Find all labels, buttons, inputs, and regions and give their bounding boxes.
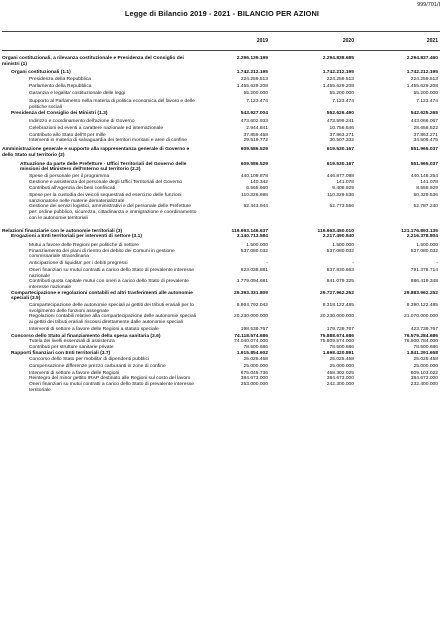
table-row [2,147,440,158]
table-row [2,56,440,67]
row-label: Amministrazione generale e supporto alla rappresentanza generale di Governo e dello Stato sul territorio (2) [2,147,190,158]
row-value-2021: 76.500.784.000 [404,339,438,345]
table-row [2,84,440,90]
row-value-2020: 1.742.212.195 [322,70,354,76]
row-label: Reintegro del minor gettito IRAP destinato alle Regioni sul costo del lavoro [29,376,191,382]
table-row [2,351,440,357]
row-value-2021: - [436,261,438,267]
row-value-2020: 30.507.332 [329,138,354,144]
row-label: Compartecipazione delle autonomie speciali ai gettiti dei tributi erariali per lo svolgimento delle funzioni assegnate [29,303,194,314]
table-row [2,186,440,192]
row-label: Regolazioni contabili relative alla compartecipazione delle autonomie speciali ai gettiti dei tributi erariali riscossi direttamente dalle autonomie speciali [29,314,196,326]
row-label: Erogazioni a Enti territoriali per interventi di settore (3.1) [11,234,142,240]
table-row [2,261,440,267]
budget-table [2,31,440,394]
row-label: Tutela dei livelli essenziali di assistenza [29,339,115,345]
row-value-2020: 473.599.241 [326,119,354,125]
row-value-2020: 8.318.122.485 [322,303,354,309]
row-label: Supporto al Parlamento nella materia di politica economica del lavoro e delle politiche sociali [29,99,195,110]
row-label: Compensazione differenze prezzo carburanti in zone di confine [29,364,166,370]
row-value-2021: 609.103.022 [410,370,438,376]
row-value-2021: 2.216.378.804 [406,234,438,240]
table-row [2,314,440,325]
row-value-2021: 886.419.348 [410,279,438,285]
row-value-2021: 29.883.962.252 [404,290,438,296]
table-row [2,111,440,117]
row-value-2019: 198.539.767 [240,326,268,332]
row-label: Presidenza del Consiglio dei Ministri (1.3) [11,110,108,116]
row-label: Rapporti finanziari con Enti territoriali (3.7) [11,350,111,356]
row-value-2019: 2.296.139.199 [236,56,268,61]
row-value-2021: 25.025.458 [413,357,438,363]
table-row [2,303,440,314]
row-value-2021: 224.259.513 [410,77,438,83]
row-value-2019: 224.259.513 [240,77,268,83]
row-value-2021: 34.506.475 [413,138,438,144]
row-value-2020: 20.230.000.000 [320,314,354,320]
row-value-2020: 55.200.000 [329,90,354,96]
table-row [2,357,440,363]
row-label: Anticipazione di liquidita' per i debiti pregressi [29,261,128,267]
row-value-2020: 1.698.420.891 [322,350,354,356]
row-value-2020: 2.294.838.685 [322,56,354,61]
row-value-2020: 552.626.490 [326,110,354,116]
row-label: Interventi di settore a favore delle Regioni [29,370,120,376]
row-value-2019: 253.000.000 [240,382,268,388]
row-value-2019: 29.519.772 [243,138,268,144]
row-value-2019: 8.964.792.042 [236,303,268,309]
document-id: 999/701/I [417,2,440,8]
row-label: Contributi per strutture sanitarie private [29,344,114,350]
table-row [2,234,440,240]
row-value-2021: 28.658.522 [413,126,438,132]
row-label: Gestione e assistenza del personale degli Uffici Territoriali del Governo [29,179,183,185]
row-value-2019: 74.040.074.000 [234,339,268,345]
row-value-2020: 1.455.629.208 [322,83,354,89]
table-row [2,279,440,290]
table-row [2,99,440,110]
row-value-2020: 110.329.536 [327,193,354,199]
row-label: Garanzia e legalita' costituzionale delle leggi [29,90,126,96]
row-value-2019: - [266,261,268,267]
row-value-2021: 440.148.254 [410,173,438,179]
row-value-2021: 21.070.000.000 [404,314,438,320]
table-row [2,138,440,144]
row-value-2021: 76.579.284.686 [404,333,438,339]
row-value-2019: 119.993.146.637 [231,228,268,234]
table-row [2,249,440,260]
row-value-2019: 3.140.713.584 [236,234,268,240]
table-row [2,364,440,370]
table-row [2,70,440,76]
row-value-2020: 52.773.556 [329,204,354,210]
row-label: Mutui a favore delle Regioni per politiche di settore [29,242,139,248]
row-value-2020: 119.663.450.010 [317,228,354,234]
table-row [2,204,440,221]
row-label: Concorso dello Stato per mobilita' di dipendenti pubblici [29,357,150,363]
row-value-2021: 1.841.291.658 [406,350,438,356]
row-value-2021: 1.455.629.208 [406,83,438,89]
row-value-2021: 141.078 [420,179,438,185]
row-value-2021: 121.176.893.135 [401,228,438,234]
row-value-2021: 384.673.000 [410,376,438,382]
table-row [2,77,440,83]
row-value-2019: 609.586.529 [240,161,268,167]
row-value-2019: 1.779.094.681 [236,279,268,285]
row-value-2020: 242.300.000 [326,382,354,388]
table-row [2,291,440,302]
row-value-2021: 1.742.212.195 [406,70,438,76]
row-value-2020: 25.000.000 [329,364,354,370]
table-row [2,126,440,132]
row-value-2019: 384.673.000 [240,376,268,382]
row-value-2020: 446.877.098 [326,173,354,179]
row-label: Contributi quota capitale mutui con oneri a carico dello Stato di prevalente interesse nazionale [29,279,189,290]
row-value-2021: 2.294.837.460 [406,56,438,61]
row-value-2019: 25.025.458 [243,357,268,363]
year-header-2020: 2020 [342,38,354,44]
row-value-2020: 78.500.686 [329,344,354,350]
row-value-2020: - [352,261,354,267]
row-label: Presidenza della Repubblica [29,77,91,83]
row-value-2019: 74.118.574.686 [234,333,268,339]
row-label: Celebrazioni ed eventi a carattere nazionale ed internazionale [29,126,164,132]
row-value-2019: 25.000.000 [243,364,268,370]
table-row [2,382,440,393]
row-value-2019: 140.342 [250,179,268,185]
row-label: Interventi di settore a favore delle Regioni a statuto speciale [29,326,159,332]
row-value-2019: 2.944.841 [246,126,268,132]
row-label: Indirizzo e coordinamento dell'azione di Governo [29,119,135,125]
row-value-2019: 440.109.878 [240,173,268,179]
row-label: Oneri finanziari su mutui contratti a carico dello Stato di prevalente interesse territoriale [29,382,195,393]
row-value-2021: 37.863.271 [413,132,438,138]
table-row [2,327,440,333]
row-label: Contributi all'Agenzia dei beni confiscati [29,186,116,192]
row-value-2021: 232.400.000 [410,382,438,388]
row-value-2021: 52.787.240 [413,204,438,210]
row-value-2021: 537.080.032 [410,248,438,254]
row-value-2020: 29.727.962.252 [320,290,354,296]
row-value-2021: 551.965.037 [410,161,438,167]
row-value-2019: 1.500.000 [246,242,268,248]
row-value-2020: 37.863.271 [329,132,354,138]
row-value-2019: 110.326.698 [241,193,268,199]
row-value-2021: 7.123.474 [416,99,438,105]
row-label: Concorso dello Stato al finanziamento della spesa sanitaria (3.6) [11,333,161,339]
row-value-2019: 78.500.686 [243,344,268,350]
row-label: Contributo allo Stato dell'8 per mille [29,132,106,138]
row-value-2019: 20.230.000.000 [234,314,268,320]
row-value-2020: 9.408.929 [332,186,354,192]
row-value-2020: 7.123.474 [332,99,354,105]
table-body [2,56,440,394]
row-value-2019: 675.045.736 [240,370,268,376]
row-value-2020: 10.756.646 [329,126,354,132]
row-value-2019: 52.443.944 [243,204,268,210]
row-label: Compartecipazione e regolazioni contabili ed altri trasferimenti alle autonomie speciali (3.5) [11,290,193,302]
row-value-2019: 55.200.000 [243,90,268,96]
row-value-2020: 384.673.000 [326,376,354,382]
row-value-2019: 537.080.032 [240,248,268,254]
row-value-2020: 1.500.000 [332,242,354,248]
row-value-2020: 75.888.674.686 [320,333,354,339]
row-value-2020: 224.259.513 [326,77,354,83]
row-label: Gestione dei servizi logistici, amministrativi e del personale delle Prefetture per: ordine pubblico, sicurezza, cittadinanza e immigrazione e coordinamento con le autonomie territoriali [29,204,197,221]
row-label: Relazioni finanziarie con le autonomie territoriali (3) [2,228,123,234]
row-label: Oneri finanziari su mutui contratti a carico dello Stato di prevalente interesse nazionale [29,267,195,279]
row-label: Attuazione da parte delle Prefetture - Uffici Territoriali del Governo delle missioni del Ministero dell'Interno sul territorio (2.2) [20,161,187,173]
row-value-2021: 55.200.000 [413,90,438,96]
row-label: Spese per la custodia dei veicoli sequestrati ed esercizio delle funzioni sanzionatorie nelle materie dematerializzate [29,193,182,204]
row-label: Interventi in materia di salvaguardia dei territori montani e aree di confine [29,138,187,144]
row-label: Finanziamento dei piani di rientro dei debito dei Comuni in gestione commissariale straordinaria [29,248,175,260]
row-value-2020: 837.830.663 [326,267,354,273]
row-value-2020: 179.739.767 [326,326,354,332]
row-value-2021: 423.739.767 [410,326,438,332]
table-row [2,119,440,125]
row-value-2020: 25.025.458 [329,357,354,363]
year-header-2021: 2021 [426,38,438,44]
row-value-2019: 6.565.660 [246,186,268,192]
row-value-2021: 551.965.037 [410,147,438,153]
table-row [2,180,440,186]
row-value-2021: 791.378.714 [410,267,438,273]
row-value-2021: 78.500.686 [413,344,438,350]
row-label: Parlamento della Repubblica [29,83,92,89]
row-value-2021: 50.329.536 [413,193,438,199]
row-value-2021: 8.390.122.485 [406,303,438,309]
row-value-2019: 473.602.933 [240,119,268,125]
row-value-2021: 443.066.067 [410,119,438,125]
row-value-2021: 8.558.929 [416,186,438,192]
row-value-2019: 29.393.331.809 [234,290,268,296]
row-value-2021: 542.625.265 [410,110,438,116]
row-value-2020: 2.217.490.840 [322,234,354,240]
row-value-2020: 619.530.167 [326,161,354,167]
row-value-2021: 1.500.000 [416,242,438,248]
table-row [2,162,440,173]
row-label: Spese di personale per il programma [29,173,110,179]
row-value-2019: 543.927.004 [240,110,268,116]
year-header-2019: 2019 [256,38,268,44]
page-title: Legge di Bilancio 2019 - 2021 - BILANCIO PER AZIONI [124,9,320,18]
row-value-2019: 1.915.854.602 [236,350,268,356]
row-value-2019: 1.742.212.195 [236,70,268,76]
row-value-2021: 25.000.000 [413,364,438,370]
row-label: Organi costituzionali, a rilevanza costituzionale e Presidenza del Consiglio dei ministri (1) [2,56,184,67]
row-value-2019: 37.859.458 [243,132,268,138]
table-row [2,193,440,204]
row-value-2019: 1.455.629.208 [236,83,268,89]
table-row [2,268,440,279]
year-header [2,32,440,51]
row-value-2019: 609.586.529 [240,147,268,153]
table-row [2,91,440,97]
row-value-2020: 537.080.032 [326,248,354,254]
row-value-2020: 75.809.574.000 [320,339,354,345]
row-value-2020: 141.078 [336,179,354,185]
row-value-2020: 619.530.167 [326,147,354,153]
row-label: Organi costituzionali (1.1) [11,70,71,76]
row-value-2019: 823.038.881 [240,267,268,273]
row-value-2020: 841.079.325 [326,279,354,285]
row-value-2020: 468.302.025 [326,370,354,376]
row-value-2019: 7.123.474 [246,99,268,105]
